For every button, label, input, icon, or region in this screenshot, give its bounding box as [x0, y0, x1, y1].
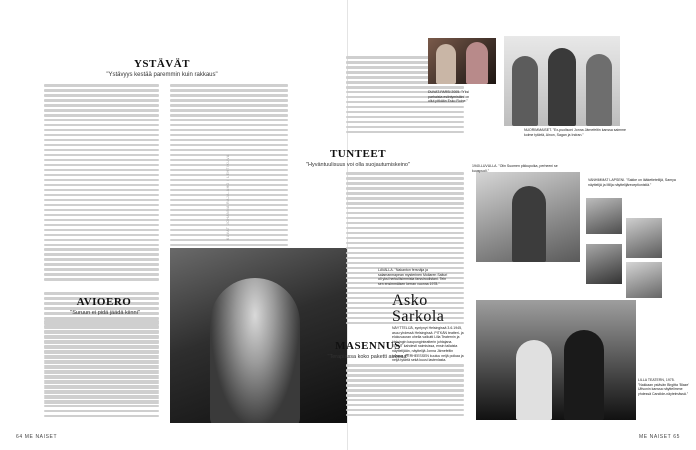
daughter-figure: [548, 48, 576, 126]
caption-duvat-farsi: DUVAT-FARSI 2005. "Yksi parhaista esiintymistäni on ollut pitkään Esko Roine.": [428, 90, 470, 104]
caption-lilla-teatern: LILLA TEATERN, 1975. "Nakkaan ystävän Birgitta 'Blaze' Ulfsonin kanssa näyttelimme yhdessä Candide-näytelmässä.": [638, 378, 690, 396]
right-folio: ME NAISET 65: [638, 434, 680, 440]
caption-lavalla: LAVALLA. "Nakanton fersnäja ja salamanmapean mysterinen Moliaren Saituri oli yksi herkullisimmista farssiroolistani. Tein sen ensimmäisen kerran vuonna 1978.": [378, 268, 448, 286]
duvat-farsi-photo: [428, 38, 496, 84]
vanhimmat-photo-2: [626, 218, 662, 258]
text-column-right-3: [346, 364, 464, 424]
daughter-figure: [512, 56, 538, 126]
section-heading-masennus: MASENNUS: [335, 340, 401, 352]
portrait-photo-left: [170, 248, 348, 423]
person-last-name: Sarkola: [392, 308, 445, 325]
text-column-left-4: [44, 320, 159, 420]
nuorimmaiset-photo: [504, 36, 620, 126]
lilla-teatern-photo: [476, 300, 636, 420]
section-quote-ystavat: "Ystävyys kestää paremmin kuin rakkaus": [106, 72, 218, 78]
section-quote-avioero: "Suruun ei pidä jäädä kiinni": [70, 310, 140, 316]
actor-figure: [516, 340, 552, 420]
section-quote-masennus: "Terapiassa koko paketti aukeaa": [327, 354, 409, 360]
daughter-figure: [586, 54, 612, 126]
vanhimmat-photo-4: [626, 262, 662, 298]
left-folio: 64 ME NAISET: [16, 434, 58, 440]
caption-1940: 1940-LUVULLA. "Olin Suomen pikkupoika, perheeni se kuuspuoli.": [472, 164, 558, 173]
section-heading-tunteet: TUNTEET: [329, 148, 387, 160]
vanhimmat-photo-3: [586, 244, 622, 284]
section-quote-tunteet: "Hyväntuulisuus voi olla suojautumiskeino": [306, 162, 410, 168]
person-first-name: Asko: [392, 292, 428, 309]
person-bio: NÄYTTELIJÄ, syntynyt Helsingissä 3.6.1945, asuu yhdessä Helsingissä. PITKÄN teatteri- ja elokuvauran ohella vaikutti Lilla Teaternin ja Helsingin kaupunginteatterin johtajana. ELLUT kahdesti naimisissa, ensin tailaista näyttelijään, näyttelijä Jonna Järnefeltin kanssa. PERHEESSEN kuuluu neljä poikaa ja neljä tytärtä sekä kuusi lastenlasta.: [392, 326, 464, 363]
child-figure: [512, 186, 546, 262]
right-page: [306, 0, 696, 450]
photo-credit: KUVAT JOHANNA RAJA-AHO / LEHTIKUVA: [226, 154, 230, 240]
section-heading-ystavat: YSTÄVÄT: [133, 58, 191, 70]
text-column-left-1: [44, 84, 159, 284]
vanhimmat-photo-1: [586, 198, 622, 234]
section-heading-avioero-visible: AVIOERO: [76, 296, 132, 308]
person-figure: [436, 44, 456, 84]
person-figure: [466, 42, 488, 84]
caption-vanhimmat: VANHIMMAT LAPSENI. "Sakke on lääketieteilijä, Samya näyttelijä ja Milja näyttelijäreceptionistiä.": [588, 178, 676, 187]
caption-nuorimmaiset: NUORIMMAISET. "Ex-puolisoni Jonna Järnefeltin kanssa saimme kolme tytärtä, Ainon, Sagan ja Indran.": [524, 128, 627, 137]
luvulla-1940-photo: [476, 172, 580, 262]
actor-figure: [564, 330, 604, 420]
